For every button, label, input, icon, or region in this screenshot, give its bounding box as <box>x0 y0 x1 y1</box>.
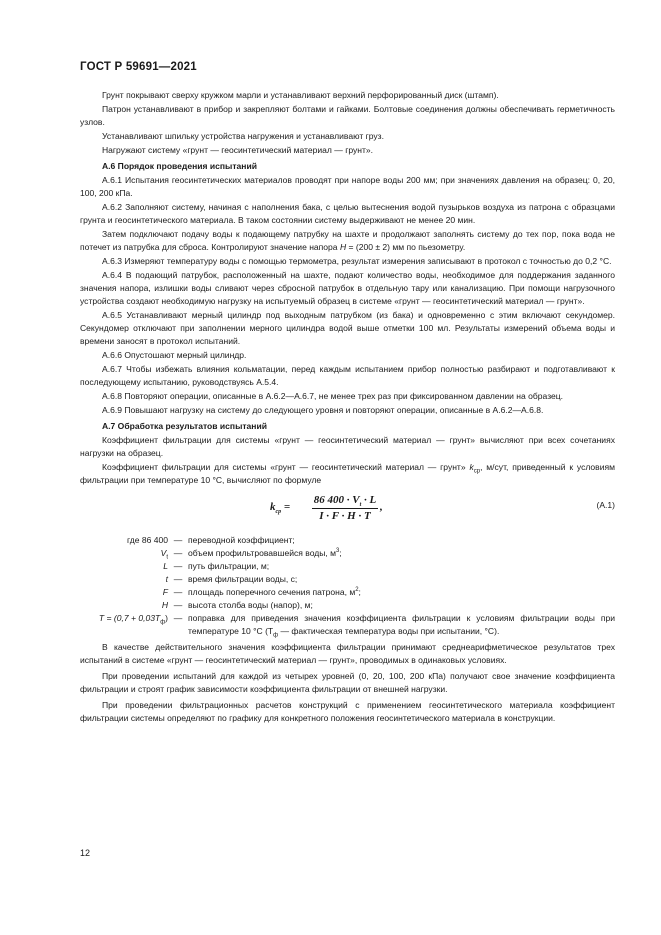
paragraph: А.6.7 Чтобы избежать влияния кольматации, перед каждым испытанием прибор полностью разбирают и подготавливают к последующему испытанию, руководствуясь А.5.4. <box>80 364 615 387</box>
formula-numerator-sub: t <box>359 502 362 509</box>
paragraph: А.6.1 Испытания геосинтетических материалов проводят при напоре воды 200 мм; при значениях давления на образец: 0, 20, 100, 200 кПа. <box>80 175 615 198</box>
legend-symbol <box>80 586 168 599</box>
legend-symbol-text: где 86 400 <box>127 535 168 545</box>
legend-symbol <box>80 547 168 560</box>
symbol-k: k <box>469 462 474 472</box>
formula-lhs-sub: ср <box>275 509 282 516</box>
paragraph: Коэффициент фильтрации для системы «грунт — геосинтетический материал — грунт» вычисляют при всех сочетаниях нагрузки на образец. <box>80 435 615 458</box>
legend-description-sub: ф <box>273 632 279 639</box>
legend-description: переводной коэффициент; <box>188 535 295 545</box>
legend-symbol <box>80 534 168 547</box>
formula-numerator <box>312 494 378 509</box>
legend-symbol <box>80 560 168 573</box>
paragraph: А.6.9 Повышают нагрузку на систему до следующего уровня и повторяют операции, описанные в А.6.2—А.6.8. <box>102 405 544 415</box>
page-number: 12 <box>80 848 91 858</box>
legend-row <box>80 599 615 612</box>
legend-symbol <box>80 573 168 586</box>
paragraph: При проведении фильтрационных расчетов конструкций с применением геосинтетического материала коэффициент фильтрации системы определяют по графику для конкретного положения геосинтетического материала в конструкции. <box>80 700 615 723</box>
symbol-h: H <box>339 242 347 252</box>
legend-description-tail: ; <box>358 587 361 597</box>
legend-description-sup: 2 <box>355 587 359 594</box>
formula-numerator-text: 86 400 · V <box>313 494 360 506</box>
legend-dash: — <box>173 535 183 545</box>
legend-symbol-text: F <box>162 587 168 597</box>
legend-description: время фильтрации воды, с; <box>188 574 298 584</box>
legend-symbol-text: V <box>160 548 167 558</box>
formula-lhs-var: k <box>270 501 276 513</box>
paragraph: Нагружают систему «грунт — геосинтетический материал — грунт». <box>102 145 374 155</box>
legend-symbol-text: L <box>163 561 168 571</box>
text-run: Коэффициент фильтрации для системы «грунт — геосинтетический материал — грунт» <box>102 462 470 472</box>
paragraph <box>80 228 615 254</box>
legend-description-tail: — фактическая температура воды при испытании, °С). <box>278 626 500 636</box>
legend-symbol-text: t <box>165 574 168 584</box>
legend-row <box>80 586 615 599</box>
legend-description <box>188 586 615 599</box>
paragraph: В качестве действительного значения коэффициента фильтрации принимают среднеарифметическое результатов трех испытаний в системе «грунт — геосинтетический материал — грунт», проводимых в одинаковых условиях. <box>80 642 615 665</box>
paragraph: А.6.6 Опустошают мерный цилиндр. <box>102 350 247 360</box>
text-run: = (200 ± 2) мм по пьезометру. <box>346 242 466 252</box>
text-run: , м/сут, приведенный к условиям фильтрации при температуре 10 °С, вычисляют по формуле <box>80 462 616 485</box>
legend-row <box>80 612 615 638</box>
legend-row <box>80 547 615 560</box>
formula-numerator-tail: · L <box>361 494 377 506</box>
document-header: ГОСТ Р 59691—2021 <box>80 61 197 73</box>
paragraph: При проведении испытаний для каждой из четырех уровней (0, 20, 100, 200 кПа) получают свое значение коэффициента фильтрации и строят график зависимости коэффициента фильтрации от внешней нагрузки. <box>80 671 615 694</box>
legend-description-sup: 3 <box>336 548 340 555</box>
legend-symbol <box>80 599 168 612</box>
legend-row <box>80 573 615 586</box>
paragraph: А.6.3 Измеряют температуру воды с помощью термометра, результат измерения записывают в протокол с точностью до 0,2 °С. <box>102 256 612 266</box>
symbol-legend <box>80 534 615 638</box>
paragraph: А.6.4 В подающий патрубок, расположенный на шахте, подают количество воды, необходимое для поддержания заданного значения напора, излишки воды сливают через сбросной патрубок в отдельную тару или канализацию. При помощи нагрузочного устройства создают необходимую нагрузку на испытуемый образец в системе «грунт — геосинтетический материал — грунт». <box>80 270 615 306</box>
legend-dash: — <box>173 561 183 571</box>
legend-symbol <box>58 612 168 625</box>
legend-symbol-sub: t <box>166 554 168 561</box>
formula-denominator: I · F · H · T <box>319 510 371 522</box>
legend-row <box>80 534 615 547</box>
legend-description-tail: ; <box>339 548 342 558</box>
document-body <box>80 89 615 726</box>
legend-description <box>188 547 615 560</box>
legend-description: высота столба воды (напор), м; <box>188 600 313 610</box>
section-heading-a7: А.7 Обработка результатов испытаний <box>102 421 267 431</box>
legend-symbol-sub: ф <box>160 619 166 626</box>
formula-fraction <box>312 494 378 523</box>
legend-dash: — <box>173 600 183 610</box>
text-run: Затем подключают подачу воды к подающему патрубку на шахте и продолжают заполнять систему до тех пор, пока вода не потечет из патрубка для сброса. Контролируют значение напора <box>80 229 615 252</box>
formula-block <box>80 490 615 528</box>
symbol-subscript: ср <box>473 468 481 475</box>
formula-number: (А.1) <box>596 500 615 510</box>
legend-dash: — <box>173 613 183 623</box>
legend-description <box>188 612 615 638</box>
paragraph: А.6.2 Заполняют систему, начиная с наполнения бака, с целью вытеснения водой пузырьков воздуха из патрона с образцами грунта и геосинтетического материала. В таком состоянии систему выдерживают не менее 20 мин. <box>80 202 615 225</box>
paragraph: А.6.8 Повторяют операции, описанные в А.6.2—А.6.7, не менее трех раз при фиксированном давлении на образец. <box>102 391 564 401</box>
paragraph: Грунт покрывают сверху кружком марли и устанавливают верхний перфорированный диск (штамп). <box>102 90 499 100</box>
formula-comma: , <box>380 501 383 513</box>
paragraph: Патрон устанавливают в прибор и закрепляют болтами и гайками. Болтовые соединения должны обеспечивать герметичность узлов. <box>80 104 615 127</box>
legend-dash: — <box>173 587 183 597</box>
legend-dash: — <box>173 574 183 584</box>
paragraph: А.6.5 Устанавливают мерный цилиндр под выходным патрубком (из бака) и одновременно с этим включают секундомер. Секундомер отключают при заполнении мерного цилиндра водой выше отметки 100 мл. Результаты измерений объема воды и времени заносят в протокол испытаний. <box>80 310 615 346</box>
paragraph <box>80 461 615 487</box>
section-heading-a6: А.6 Порядок проведения испытаний <box>102 161 257 171</box>
legend-row <box>80 560 615 573</box>
legend-description-text: площадь поперечного сечения патрона, м <box>188 587 356 597</box>
formula-lhs: $k_{ср}$ = <box>270 501 291 516</box>
paragraph: Устанавливают шпильку устройства нагружения и устанавливают груз. <box>102 131 384 141</box>
legend-description-text: объем профильтровавшейся воды, м <box>188 548 337 558</box>
legend-description-text: поправка для приведения значения коэффициента фильтрации к условиям фильтрации воды при температуре 10 °С (T <box>188 613 615 636</box>
legend-symbol-tail: ) <box>165 613 168 623</box>
legend-symbol-text: H <box>161 600 168 610</box>
legend-dash: — <box>173 548 183 558</box>
legend-symbol-text: T = (0,7 + 0,03T <box>98 613 161 623</box>
legend-description: путь фильтрации, м; <box>188 561 270 571</box>
